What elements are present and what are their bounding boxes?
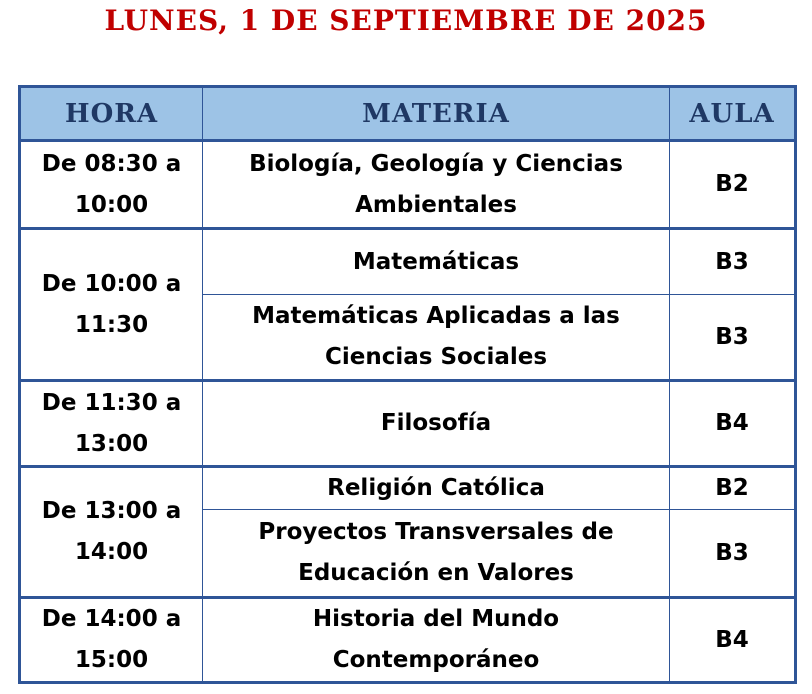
aula-cell: B4 <box>670 381 796 467</box>
table-header-row <box>20 87 796 141</box>
aula-cell: B3 <box>670 295 796 381</box>
aula-cell: B2 <box>670 467 796 510</box>
aula-cell: B4 <box>670 598 796 683</box>
materia-cell: Matemáticas Aplicadas a las Ciencias Sociales <box>203 295 670 381</box>
table-row <box>20 229 796 295</box>
column-header-hora: HORA <box>20 87 203 141</box>
column-header-aula: AULA <box>670 87 796 141</box>
materia-cell: Religión Católica <box>203 467 670 510</box>
column-header-materia: MATERIA <box>203 87 670 141</box>
aula-cell: B2 <box>670 141 796 229</box>
aula-cell: B3 <box>670 510 796 598</box>
hora-cell: De 13:00 a 14:00 <box>20 467 203 598</box>
schedule-table <box>18 85 797 684</box>
table-row <box>20 381 796 467</box>
materia-cell: Matemáticas <box>203 229 670 295</box>
materia-cell: Historia del Mundo Contemporáneo <box>203 598 670 683</box>
materia-cell: Proyectos Transversales de Educación en Valores <box>203 510 670 598</box>
aula-cell: B3 <box>670 229 796 295</box>
materia-cell: Filosofía <box>203 381 670 467</box>
page-title: LUNES, 1 DE SEPTIEMBRE DE 2025 <box>104 4 708 37</box>
table-row <box>20 467 796 510</box>
hora-cell: De 10:00 a 11:30 <box>20 229 203 381</box>
hora-cell: De 11:30 a 13:00 <box>20 381 203 467</box>
hora-cell: De 14:00 a 15:00 <box>20 598 203 683</box>
hora-cell: De 08:30 a 10:00 <box>20 141 203 229</box>
table-row <box>20 141 796 229</box>
table-row <box>20 598 796 683</box>
materia-cell: Biología, Geología y Ciencias Ambientales <box>203 141 670 229</box>
